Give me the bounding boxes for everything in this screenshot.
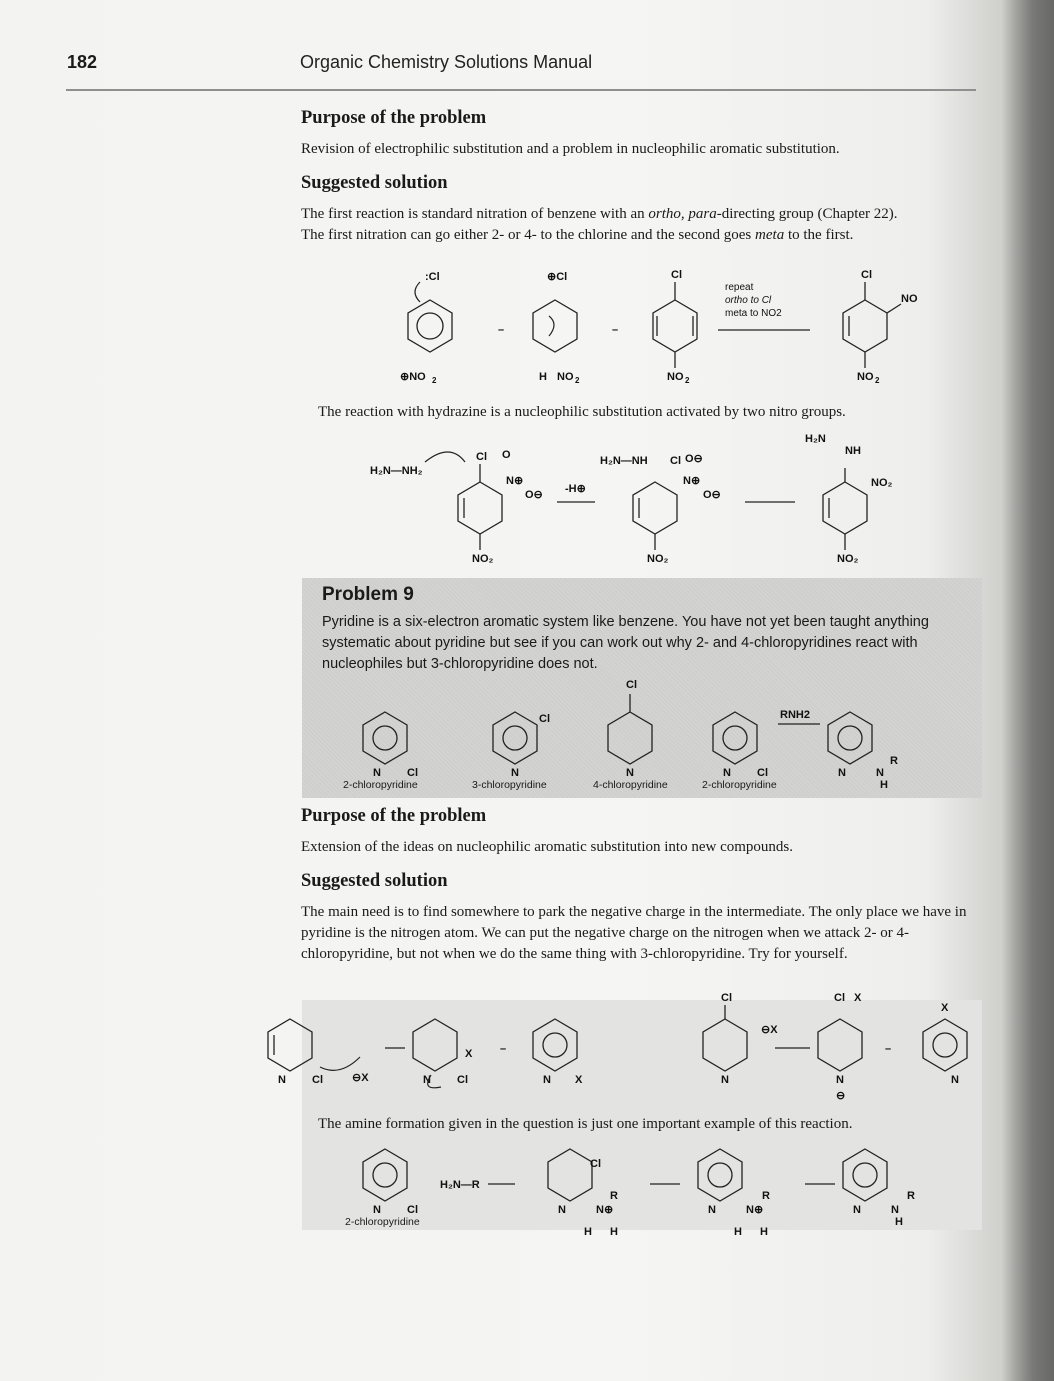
svg-text:–: – bbox=[498, 324, 505, 336]
svg-text:N: N bbox=[876, 767, 884, 779]
svg-text:NO: NO bbox=[857, 371, 874, 383]
svg-text:N⊕: N⊕ bbox=[746, 1204, 764, 1216]
svg-text:H₂N—R: H₂N—R bbox=[440, 1179, 480, 1191]
svg-text:–: – bbox=[885, 1043, 892, 1055]
solution-text-1: The first reaction is standard nitration of benzene with an ortho, para-directing group (Chapter 22). The first nitration can go either 2- or 4- to the chlorine and the second goes meta to the first. bbox=[301, 206, 898, 243]
hydrazine-text: The reaction with hydrazine is a nucleophilic substitution activated by two nitro groups. bbox=[318, 404, 846, 420]
svg-text:N: N bbox=[543, 1074, 551, 1086]
svg-text:N: N bbox=[511, 767, 519, 779]
svg-text:H: H bbox=[760, 1226, 768, 1238]
svg-text:2: 2 bbox=[575, 376, 580, 385]
addition-elimination-scheme bbox=[245, 992, 985, 1105]
svg-text:X: X bbox=[854, 992, 862, 1004]
svg-text:N⊕: N⊕ bbox=[683, 475, 701, 487]
svg-text:R: R bbox=[762, 1190, 770, 1202]
svg-text:Cl: Cl bbox=[457, 1074, 468, 1086]
label-2-chloropyridine-a: 2-chloropyridine bbox=[343, 779, 418, 791]
purpose-heading-1: Purpose of the problem bbox=[301, 108, 487, 128]
svg-text:X: X bbox=[941, 1002, 949, 1014]
svg-text:Cl: Cl bbox=[670, 455, 681, 467]
svg-text:Cl: Cl bbox=[721, 992, 732, 1004]
svg-text:Cl: Cl bbox=[626, 679, 637, 691]
svg-text:N: N bbox=[891, 1204, 899, 1216]
svg-text:2: 2 bbox=[685, 376, 690, 385]
svg-text:NO: NO bbox=[901, 293, 918, 305]
amine-text: The amine formation given in the question is just one important example of this reaction. bbox=[318, 1116, 853, 1132]
svg-text:⊖: ⊖ bbox=[836, 1090, 846, 1102]
svg-text:O⊖: O⊖ bbox=[525, 489, 543, 501]
svg-text:meta to NO2: meta to NO2 bbox=[725, 308, 782, 319]
svg-text:Cl: Cl bbox=[539, 713, 550, 725]
svg-text:Cl: Cl bbox=[407, 767, 418, 779]
svg-text:N: N bbox=[558, 1204, 566, 1216]
label-bottom-2-chloropyridine: 2-chloropyridine bbox=[345, 1216, 420, 1228]
label-4-chloropyridine: 4-chloropyridine bbox=[593, 779, 668, 791]
purpose-text-1: Revision of electrophilic substitution and a problem in nucleophilic aromatic substitution. bbox=[301, 141, 840, 157]
svg-text:H: H bbox=[880, 779, 888, 791]
svg-text:N: N bbox=[373, 1204, 381, 1216]
svg-text:H₂N: H₂N bbox=[805, 433, 826, 445]
problem-9-title: Problem 9 bbox=[322, 584, 414, 605]
svg-text:H: H bbox=[610, 1226, 618, 1238]
solution-text-2: The main need is to find somewhere to park the negative charge in the intermediate. The only place we have in pyridine is the nitrogen atom. We can put the negative charge on the nitrogen when we attack 2- or 4-chloropyridine, but not when we do the same thing with 3-chloropyridine. Try for yourself. bbox=[301, 904, 967, 962]
svg-text:Cl: Cl bbox=[671, 269, 682, 281]
solution-heading-2: Suggested solution bbox=[301, 871, 448, 891]
svg-text:N: N bbox=[626, 767, 634, 779]
page-edge-shadow bbox=[1002, 0, 1054, 1381]
hydrazine-scheme bbox=[365, 430, 925, 570]
svg-text:R: R bbox=[907, 1190, 915, 1202]
svg-text:RNH2: RNH2 bbox=[780, 709, 810, 721]
svg-text::Cl: :Cl bbox=[425, 271, 440, 283]
svg-text:Cl: Cl bbox=[312, 1074, 323, 1086]
svg-text:X: X bbox=[575, 1074, 583, 1086]
svg-text:Cl: Cl bbox=[407, 1204, 418, 1216]
svg-text:NO₂: NO₂ bbox=[647, 553, 669, 565]
svg-text:⊕NO: ⊕NO bbox=[400, 371, 426, 383]
svg-text:N: N bbox=[723, 767, 731, 779]
problem-9-text: Pyridine is a six-electron aromatic system like benzene. You have not yet been taught anything systematic about pyridine but see if you can work out why 2- and 4-chloropyridines react with nucleophiles but 3-chloropyridine does not. bbox=[322, 614, 929, 672]
svg-text:Cl: Cl bbox=[590, 1158, 601, 1170]
svg-text:R: R bbox=[610, 1190, 618, 1202]
svg-text:NO: NO bbox=[667, 371, 684, 383]
svg-text:N⊕: N⊕ bbox=[596, 1204, 614, 1216]
svg-text:NO₂: NO₂ bbox=[871, 477, 893, 489]
svg-text:NO₂: NO₂ bbox=[472, 553, 494, 565]
amine-formation-scheme bbox=[340, 1140, 940, 1238]
svg-text:2: 2 bbox=[875, 376, 880, 385]
svg-text:N: N bbox=[721, 1074, 729, 1086]
svg-text:X: X bbox=[465, 1048, 473, 1060]
page-number: 182 bbox=[67, 52, 98, 72]
header-rule bbox=[66, 89, 976, 91]
svg-text:O⊖: O⊖ bbox=[703, 489, 721, 501]
svg-text:2: 2 bbox=[432, 376, 437, 385]
svg-text:repeat: repeat bbox=[725, 282, 754, 293]
svg-text:H: H bbox=[734, 1226, 742, 1238]
svg-text:N: N bbox=[836, 1074, 844, 1086]
solution-heading-1: Suggested solution bbox=[301, 173, 448, 193]
svg-text:O⊖: O⊖ bbox=[685, 453, 703, 465]
svg-text:N: N bbox=[423, 1074, 431, 1086]
svg-text:Cl: Cl bbox=[757, 767, 768, 779]
svg-text:N: N bbox=[838, 767, 846, 779]
label-2-chloropyridine-b: 2-chloropyridine bbox=[702, 779, 777, 791]
svg-text:N⊕: N⊕ bbox=[506, 475, 524, 487]
svg-text:H₂N—NH₂: H₂N—NH₂ bbox=[370, 465, 423, 477]
chloropyridine-structures bbox=[330, 680, 930, 795]
label-3-chloropyridine: 3-chloropyridine bbox=[472, 779, 547, 791]
svg-text:Cl: Cl bbox=[834, 992, 845, 1004]
svg-text:Cl: Cl bbox=[476, 451, 487, 463]
svg-text:-H⊕: -H⊕ bbox=[565, 483, 586, 495]
svg-text:H₂N—NH: H₂N—NH bbox=[600, 455, 648, 467]
svg-text:N: N bbox=[708, 1204, 716, 1216]
svg-text:⊕Cl: ⊕Cl bbox=[547, 271, 568, 283]
purpose-heading-2: Purpose of the problem bbox=[301, 806, 487, 826]
nitration-scheme bbox=[380, 258, 918, 393]
running-title: Organic Chemistry Solutions Manual bbox=[300, 52, 593, 72]
svg-text:N: N bbox=[373, 767, 381, 779]
svg-text:O: O bbox=[502, 449, 511, 461]
svg-text:N: N bbox=[853, 1204, 861, 1216]
svg-text:H: H bbox=[584, 1226, 592, 1238]
svg-text:⊖X: ⊖X bbox=[352, 1072, 369, 1084]
svg-text:ortho to Cl: ortho to Cl bbox=[725, 295, 772, 306]
purpose-text-2: Extension of the ideas on nucleophilic aromatic substitution into new compounds. bbox=[301, 839, 793, 855]
svg-text:⊖X: ⊖X bbox=[761, 1024, 778, 1036]
svg-text:NO: NO bbox=[557, 371, 574, 383]
svg-text:H: H bbox=[539, 371, 547, 383]
svg-text:Cl: Cl bbox=[861, 269, 872, 281]
svg-text:NH: NH bbox=[845, 445, 861, 457]
svg-text:–: – bbox=[500, 1043, 507, 1055]
svg-text:–: – bbox=[612, 324, 619, 336]
svg-text:N: N bbox=[951, 1074, 959, 1086]
svg-text:R: R bbox=[890, 755, 898, 767]
svg-text:NO₂: NO₂ bbox=[837, 553, 859, 565]
svg-text:N: N bbox=[278, 1074, 286, 1086]
svg-text:H: H bbox=[895, 1216, 903, 1228]
